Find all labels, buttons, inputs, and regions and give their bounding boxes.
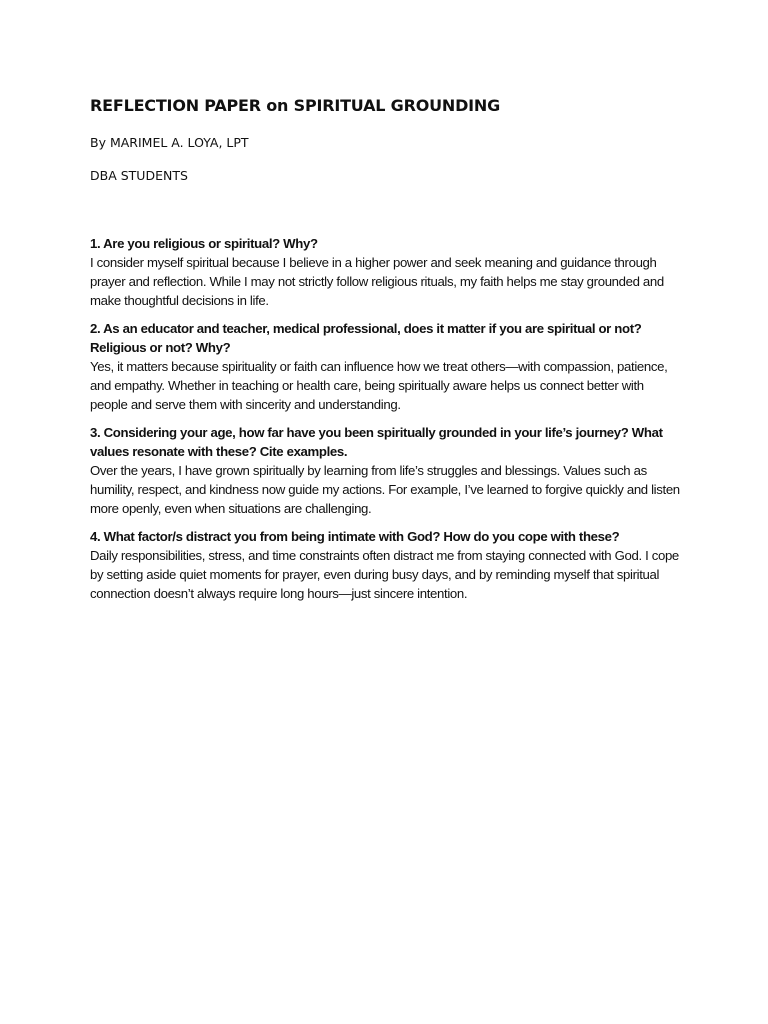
question-3: 3. Considering your age, how far have you been spiritually grounded in your life’s journey? What values resonate with these? Cite examples.	[90, 425, 663, 459]
answer-3: Over the years, I have grown spiritually by learning from life’s struggles and blessings. Values such as humility, respect, and kindness now guide my actions. For example, I’ve learned to forgive quickly and listen more openly, even when situations are challenging.	[90, 463, 680, 516]
qa-item-4	[90, 527, 680, 603]
answer-4: Daily responsibilities, stress, and time constraints often distract me from staying connected with God. I cope by setting aside quiet moments for prayer, even during busy days, and by reminding myself that spiritual connection doesn’t always require long hours—just sincere intention.	[90, 548, 679, 601]
question-1: 1. Are you religious or spiritual? Why?	[90, 236, 318, 251]
answer-2: Yes, it matters because spirituality or faith can influence how we treat others—with compassion, patience, and empathy. Whether in teaching or health care, being spiritually aware helps us connect better with people and serve them with sincerity and understanding.	[90, 359, 668, 412]
question-4: 4. What factor/s distract you from being intimate with God? How do you cope with these?	[90, 529, 620, 544]
document-page	[90, 95, 680, 612]
audience-label: DBA STUDENTS	[90, 168, 188, 183]
page-title: REFLECTION PAPER on SPIRITUAL GROUNDING	[90, 96, 501, 115]
qa-item-2	[90, 319, 680, 414]
author-byline: By MARIMEL A. LOYA, LPT	[90, 135, 249, 150]
qa-item-1	[90, 234, 680, 310]
question-answer-list	[90, 234, 680, 603]
answer-1: I consider myself spiritual because I believe in a higher power and seek meaning and guidance through prayer and reflection. While I may not strictly follow religious rituals, my faith helps me stay grounded and make thoughtful decisions in life.	[90, 255, 664, 308]
question-2: 2. As an educator and teacher, medical professional, does it matter if you are spiritual or not? Religious or not? Why?	[90, 321, 642, 355]
qa-item-3	[90, 423, 680, 518]
